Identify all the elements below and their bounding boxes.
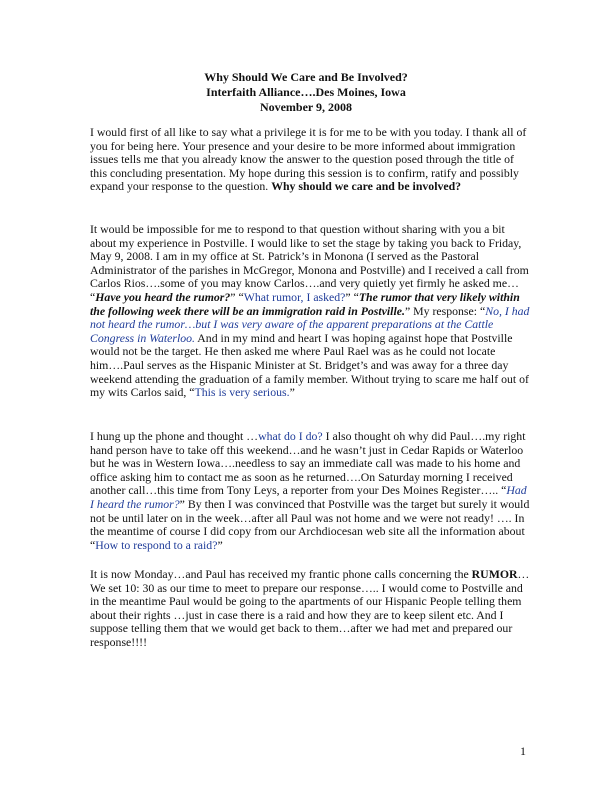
central-question: Why should we care and be involved? xyxy=(271,179,462,194)
document-date: November 9, 2008 xyxy=(259,100,353,114)
p2-text-5: And in my mind and heart I was hoping against hope that Postville would not be the target. He then asked me where Paul Rael was as he could not locate him….Paul serves as the Hispanic Minister at St. Bridget’s and was away for a three day weekend attending the graduation of a family member. Without trying to scare me half out of my wits Carlos said, “ xyxy=(90,330,529,400)
paragraph-monday xyxy=(90,568,530,650)
document-title: Why Should We Care and Be Involved? xyxy=(204,70,408,84)
p3-text-3: ” By then I was convinced that Postville was the target but surely it would not be until later on in the week…after all Paul was not home and we were not ready! …. In the meantime of course I did copy from our Archdiocesan web site all the information about “ xyxy=(90,496,530,552)
quote-how-to-respond: How to respond to a raid? xyxy=(95,537,218,552)
paragraph-phone-call xyxy=(90,223,530,400)
quote-had-i-heard: Had I heard the rumor? xyxy=(90,483,527,511)
quote-have-you-heard: Have you heard the rumor? xyxy=(95,289,231,304)
document-subtitle: Interfaith Alliance….Des Moines, Iowa xyxy=(206,85,406,99)
page-number: 1 xyxy=(520,744,526,758)
p4-text-2: …We set 10: 30 as our time to meet to prepare our response….. I would come to Postville and in the meantime Paul would be going to the apartments of our Hispanic People telling them about their rights …just in case there is a raid and how they are to keep silent etc. And I suppose telling them that we would get back to them…after we had met and prepared our response!!!! xyxy=(90,567,530,649)
p4-text-1: It is now Monday…and Paul has received my frantic phone calls concerning the xyxy=(90,567,472,581)
quote-what-rumor: What rumor, I asked? xyxy=(243,289,346,304)
document-header xyxy=(0,70,612,115)
intro-text: I would first of all like to say what a privilege it is for me to be with you today. I thank all of you for being here. Your presence and your desire to be more informed about immigration issues tells me that you already know the answer to the question posed through the title of this concluding presentation. My hope during this session is to confirm, ratify and possibly expand your response to the question. xyxy=(90,125,527,194)
rumor-emphasis: RUMOR xyxy=(471,567,518,581)
p2-text-2: ” “ xyxy=(230,289,244,304)
paragraph-intro xyxy=(90,126,530,194)
quote-what-do-i-do: what do I do? xyxy=(258,429,323,443)
p2-text-3: ” “ xyxy=(345,289,359,304)
p3-text-1: I hung up the phone and thought … xyxy=(90,429,259,443)
p2-text-6: ” xyxy=(289,385,295,400)
paragraph-hung-up xyxy=(90,430,530,552)
p3-text-2: I also thought oh why did Paul….my right hand person have to take off this weekend…and he wasn’t just in Cedar Rapids or Waterloo but he was in Western Iowa….needless to say an immediate call was made to his home and office asking him to contact me as soon as he returned….On Saturday morning I received another call…this time from Tony Leys, a reporter from your Des Moines Register….. “ xyxy=(90,429,526,498)
p3-text-4: ” xyxy=(217,537,223,552)
quote-very-serious: This is very serious. xyxy=(194,385,290,400)
quote-rumor-raid: The rumor that very likely within the following week there will be an immigration raid in Postville. xyxy=(90,289,520,318)
p2-text-1: It would be impossible for me to respond to that question without sharing with you a bit about my experience in Postville. I would like to set the stage by taking you back to Friday, May 9, 2008. I am in my office at St. Patrick’s in Monona (I served as the Pastoral Administrator of the parishes in McGregor, Monona and Postville) and I received a call from Carlos Rios….some of you may know Carlos….and very quietly yet firmly he asked me… “ xyxy=(90,222,529,304)
quote-my-response: No, I had not heard the rumor…but I was very aware of the apparent preparations at the Cattle Congress in Waterloo. xyxy=(90,303,530,345)
p2-text-4: ” My response: “ xyxy=(404,303,486,318)
